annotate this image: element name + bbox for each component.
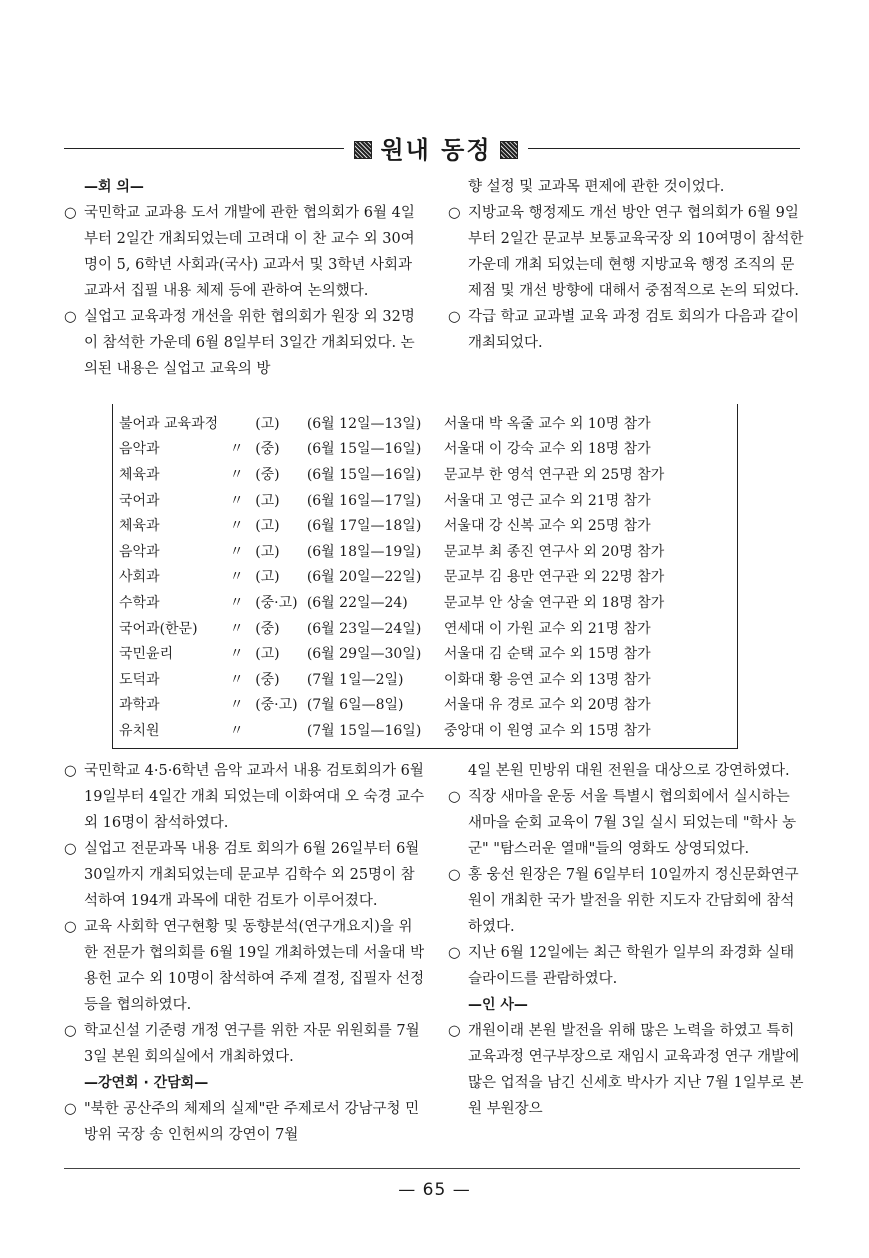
schedule-who: 서울대 유 경로 교수 외 20명 참가 xyxy=(443,697,651,714)
schedule-mark: 〃 xyxy=(229,594,244,611)
item-text: 학교신설 기준령 개정 연구를 위한 자문 위원회를 7월 3일 본원 회의실에서 개최하였다. xyxy=(84,1023,420,1065)
schedule-level: (중·고) xyxy=(255,594,298,611)
schedule-who: 이화대 황 응연 교수 외 13명 참가 xyxy=(443,671,651,688)
item-list xyxy=(64,200,426,382)
schedule-row xyxy=(113,436,737,462)
schedule-date: (6월 23일—24일) xyxy=(306,620,422,637)
news-item xyxy=(64,758,426,836)
schedule-subject: 국어과(한문) xyxy=(119,620,198,637)
bullet-circle-icon: ○ xyxy=(64,763,77,779)
news-item xyxy=(448,940,804,992)
news-item xyxy=(64,914,426,1018)
column-right-top xyxy=(448,174,804,356)
schedule-mark: 〃 xyxy=(229,569,244,586)
schedule-who: 서울대 강 신복 교수 외 25명 참가 xyxy=(443,518,651,535)
schedule-mark: 〃 xyxy=(229,620,244,637)
schedule-box xyxy=(112,404,738,749)
schedule-level: (중) xyxy=(255,671,280,688)
item-text: "북한 공산주의 체제의 실제"란 주제로서 강남구청 민방위 국장 송 인헌씨의 강연이 7월 xyxy=(84,1101,420,1143)
column-left-top xyxy=(64,174,426,382)
bullet-circle-icon: ○ xyxy=(64,309,77,325)
schedule-subject: 도덕과 xyxy=(119,671,160,688)
schedule-level: (고) xyxy=(255,415,280,432)
schedule-row xyxy=(113,512,737,538)
schedule-row xyxy=(113,666,737,692)
schedule-subject: 불어과 교육과정 xyxy=(119,415,219,432)
news-item xyxy=(448,784,804,862)
news-item xyxy=(448,200,804,304)
news-item xyxy=(64,836,426,914)
column-left-bottom xyxy=(64,758,426,1148)
subheading-meetings: —회 의— xyxy=(84,179,144,195)
item-text: 실업고 교육과정 개선을 위한 협의회가 원장 외 32명이 참석한 가운데 6월 8일부터 3일간 개최되었다. 논의된 내용은 실업고 교육의 방 xyxy=(84,309,415,377)
schedule-row xyxy=(113,461,737,487)
continued-text: 4일 본원 민방위 대원 전원을 대상으로 강연하였다. xyxy=(468,763,790,779)
schedule-who: 서울대 이 강숙 교수 외 18명 참가 xyxy=(443,441,651,458)
header-rule-right xyxy=(528,148,800,149)
schedule-mark: 〃 xyxy=(229,441,244,458)
bullet-circle-icon: ○ xyxy=(448,309,461,325)
schedule-who: 중앙대 이 원영 교수 외 15명 참가 xyxy=(443,722,651,739)
header-square-icon xyxy=(500,141,518,159)
schedule-level: (고) xyxy=(255,492,280,509)
bullet-circle-icon: ○ xyxy=(64,841,77,857)
bullet-circle-icon: ○ xyxy=(448,789,461,805)
schedule-mark xyxy=(218,410,255,436)
news-item xyxy=(448,1018,804,1122)
schedule-who: 서울대 김 순택 교수 외 15명 참가 xyxy=(443,646,651,663)
schedule-who: 문교부 한 영석 연구관 외 25명 참가 xyxy=(443,466,665,483)
item-text: 개원이래 본원 발전을 위해 많은 노력을 하였고 특히 교육과정 연구부장으로 재임시 교육과정 연구 개발에 많은 업적을 남긴 신세호 박사가 지난 7월 1일부로 본원 부원장으 xyxy=(468,1023,804,1117)
page-title: 원내 동정 xyxy=(380,136,492,164)
schedule-who: 서울대 박 옥줄 교수 외 10명 참가 xyxy=(443,415,651,432)
schedule-who: 문교부 안 상술 연구관 외 18명 참가 xyxy=(443,594,665,611)
schedule-date: (6월 22일—24) xyxy=(306,594,408,611)
item-list xyxy=(64,1096,426,1148)
bullet-circle-icon: ○ xyxy=(448,867,461,883)
schedule-subject: 체육과 xyxy=(119,518,160,535)
schedule-who: 문교부 김 용만 연구관 외 22명 참가 xyxy=(443,569,665,586)
news-item xyxy=(64,304,426,382)
schedule-mark: 〃 xyxy=(229,543,244,560)
schedule-row xyxy=(113,692,737,718)
column-right-bottom xyxy=(448,758,804,1122)
schedule-subject: 과학과 xyxy=(119,697,160,714)
news-item xyxy=(448,862,804,940)
item-text: 홍 웅선 원장은 7월 6일부터 10일까지 정신문화연구원이 개최한 국가 발전을 위한 지도자 간담회에 참석하였다. xyxy=(468,867,799,935)
bullet-circle-icon: ○ xyxy=(64,205,77,221)
schedule-date: (7월 1일—2일) xyxy=(306,671,404,688)
news-item xyxy=(64,200,426,304)
schedule-mark: 〃 xyxy=(229,722,244,739)
item-text: 실업고 전문과목 내용 검토 회의가 6월 26일부터 6월 30일까지 개최되었는데 문교부 김학수 외 25명이 참석하여 194개 과목에 대한 검토가 이루어졌다. xyxy=(84,841,420,909)
bullet-circle-icon: ○ xyxy=(448,1023,461,1039)
item-text: 지난 6월 12일에는 최근 학원가 일부의 좌경화 실태 슬라이드를 관람하였다. xyxy=(468,945,795,987)
schedule-date: (7월 6일—8일) xyxy=(306,697,404,714)
schedule-level: (고) xyxy=(255,646,280,663)
bullet-circle-icon: ○ xyxy=(448,945,461,961)
schedule-subject: 수학과 xyxy=(119,594,160,611)
schedule-subject: 유치원 xyxy=(119,722,160,739)
subheading-lectures: —강연회 · 간담회— xyxy=(84,1075,209,1091)
schedule-mark: 〃 xyxy=(229,466,244,483)
item-text: 국민학교 교과용 도서 개발에 관한 협의회가 6월 4일부터 2일간 개최되었는데 고려대 이 찬 교수 외 30여명이 5, 6학년 사회과(국사) 교과서 및 3학년 사회과 교과서 집필 내용 체제 등에 관하여 논의했다. xyxy=(84,205,415,299)
schedule-subject: 국민윤리 xyxy=(119,646,174,663)
continued-text: 향 설정 및 교과목 편제에 관한 것이었다. xyxy=(468,179,725,195)
schedule-mark: 〃 xyxy=(229,671,244,688)
schedule-row xyxy=(113,615,737,641)
schedule-row xyxy=(113,487,737,513)
schedule-who: 서울대 고 영근 교수 외 21명 참가 xyxy=(443,492,651,509)
schedule-table xyxy=(113,410,737,743)
schedule-level: (고) xyxy=(255,518,280,535)
header-rule-left xyxy=(64,148,344,149)
item-text: 지방교육 행정제도 개선 방안 연구 협의회가 6월 9일부터 2일간 문교부 보통교육국장 외 10여명이 참석한 가운데 개최 되었는데 현행 지방교육 행정 조직의 문제점 및 개선 방향에 대해서 중점적으로 논의 되었다. xyxy=(468,205,804,299)
schedule-date: (6월 12일—13일) xyxy=(306,415,422,432)
schedule-mark: 〃 xyxy=(229,646,244,663)
item-text: 교육 사회학 연구현황 및 동향분석(연구개요지)을 위한 전문가 협의회를 6월 19일 개최하였는데 서울대 박 용헌 교수 외 10명이 참석하여 주제 결정, 집필자 선정 등을 협의하였다. xyxy=(84,919,425,1013)
news-item xyxy=(64,1096,426,1148)
bullet-circle-icon: ○ xyxy=(64,1023,77,1039)
schedule-date: (6월 18일—19일) xyxy=(306,543,422,560)
schedule-level: (고) xyxy=(255,569,280,586)
section-header xyxy=(64,128,800,168)
schedule-subject: 사회과 xyxy=(119,569,160,586)
item-list xyxy=(448,200,804,356)
item-list xyxy=(448,784,804,992)
schedule-who: 연세대 이 가원 교수 외 21명 참가 xyxy=(443,620,651,637)
schedule-row xyxy=(113,538,737,564)
schedule-date: (6월 16일—17일) xyxy=(306,492,422,509)
schedule-mark: 〃 xyxy=(229,697,244,714)
schedule-subject: 음악과 xyxy=(119,441,160,458)
schedule-mark: 〃 xyxy=(229,518,244,535)
schedule-date: (6월 17일—18일) xyxy=(306,518,422,535)
schedule-row xyxy=(113,410,737,436)
schedule-subject: 음악과 xyxy=(119,543,160,560)
item-list xyxy=(448,1018,804,1122)
header-square-icon xyxy=(354,141,372,159)
bullet-circle-icon: ○ xyxy=(448,205,461,221)
schedule-row xyxy=(113,640,737,666)
item-list xyxy=(64,758,426,1070)
schedule-date: (7월 15일—16일) xyxy=(306,722,422,739)
item-text: 각급 학교 교과별 교육 과정 검토 회의가 다음과 같이 개최되었다. xyxy=(468,309,800,351)
item-text: 직장 새마을 운동 서울 특별시 협의회에서 실시하는 새마을 순회 교육이 7월 3일 실시 되었는데 "학사 농군" "탐스러운 열매"들의 영화도 상영되었다. xyxy=(468,789,797,857)
schedule-level xyxy=(255,717,307,743)
schedule-mark: 〃 xyxy=(229,492,244,509)
news-item xyxy=(64,1018,426,1070)
schedule-level: (중) xyxy=(255,466,280,483)
news-item xyxy=(448,304,804,356)
schedule-subject: 체육과 xyxy=(119,466,160,483)
schedule-date: (6월 15일—16일) xyxy=(306,466,422,483)
schedule-row xyxy=(113,717,737,743)
schedule-date: (6월 15일—16일) xyxy=(306,441,422,458)
schedule-date: (6월 29일—30일) xyxy=(306,646,422,663)
schedule-subject: 국어과 xyxy=(119,492,160,509)
page-number: — 65 — xyxy=(398,1180,471,1200)
item-text: 국민학교 4·5·6학년 음악 교과서 내용 검토회의가 6월 19일부터 4일간 개최 되었는데 이화여대 오 숙경 교수 외 16명이 참석하였다. xyxy=(84,763,425,831)
schedule-date: (6월 20일—22일) xyxy=(306,569,422,586)
header-title-wrap xyxy=(344,130,528,165)
subheading-personnel: —인 사— xyxy=(468,997,528,1013)
schedule-who: 문교부 최 종진 연구사 외 20명 참가 xyxy=(443,543,665,560)
bullet-circle-icon: ○ xyxy=(64,1101,77,1117)
schedule-row xyxy=(113,589,737,615)
schedule-level: (중) xyxy=(255,620,280,637)
schedule-level: (중) xyxy=(255,441,280,458)
schedule-level: (중·고) xyxy=(255,697,298,714)
bullet-circle-icon: ○ xyxy=(64,919,77,935)
footer-rule xyxy=(64,1168,800,1169)
schedule-level: (고) xyxy=(255,543,280,560)
schedule-row xyxy=(113,564,737,590)
